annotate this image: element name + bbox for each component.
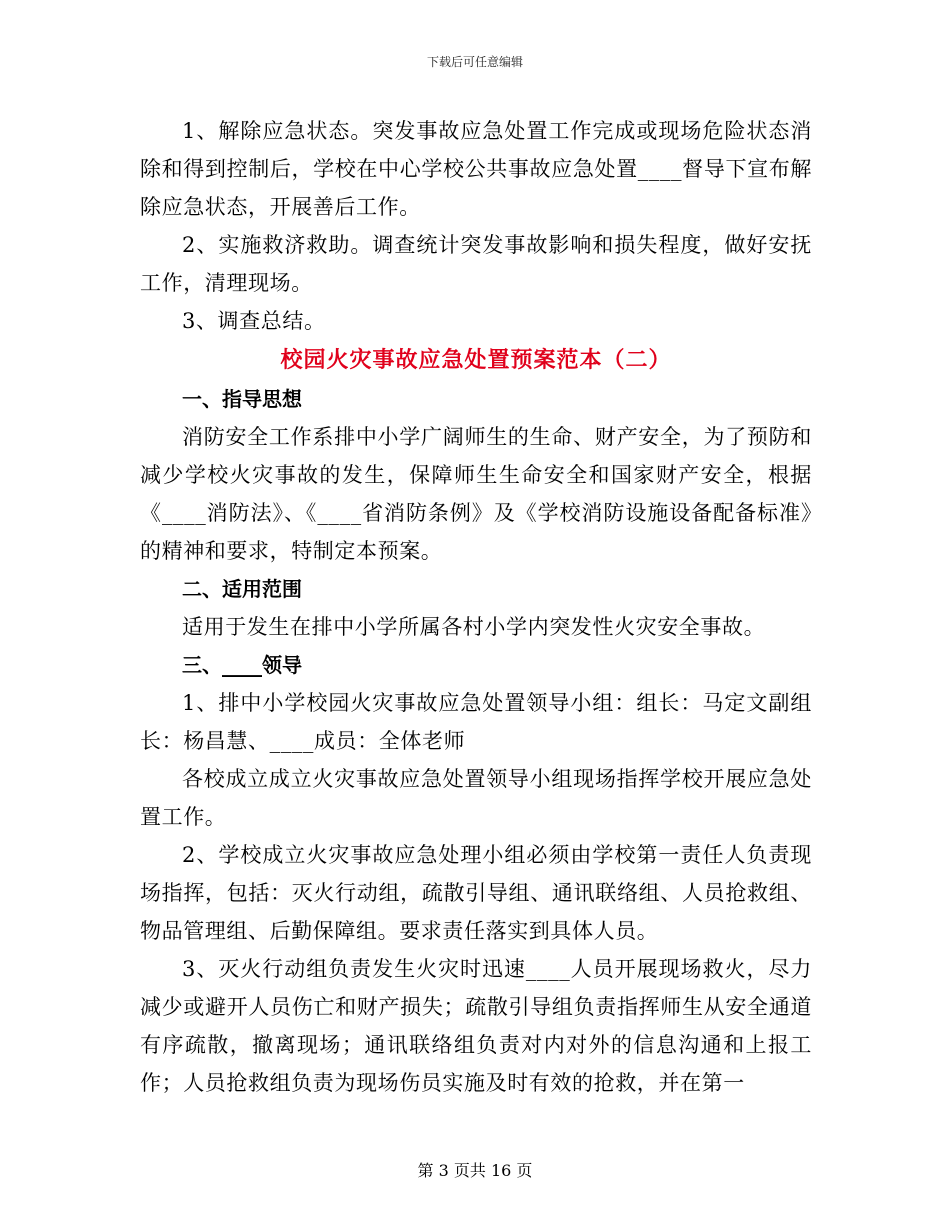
page-header: 下载后可任意编辑 (426, 55, 523, 69)
paragraph: 1、排中小学校园火灾事故应急处置领导小组：组长：马定文副组长：杨昌慧、____成员：全体老师 (140, 691, 812, 753)
paragraph: 1、解除应急状态。突发事故应急处置工作完成或现场危险状态消除和得到控制后，学校在中心学校公共事故应急处置____督导下宣布解除应急状态，开展善后工作。 (140, 119, 812, 219)
section-heading: 二、适用范围 (182, 577, 302, 601)
section-heading: 三、____领导 (182, 653, 302, 677)
page-footer: 第 3 页共 16 页 (417, 1161, 533, 1180)
paragraph: 适用于发生在排中小学所属各村小学内突发性火灾安全事故。 (182, 615, 766, 639)
paragraph: 消防安全工作系排中小学广阔师生的生命、财产安全，为了预防和减少学校火灾事故的发生，保障师生生命安全和国家财产安全，根据《____消防法》、《____省消防条例》及《学校消防设施设备配备标准》的精神和要求，特制定本预案。 (140, 425, 812, 563)
paragraph: 3、调查总结。 (182, 309, 326, 333)
paragraph: 2、学校成立火灾事故应急处理小组必须由学校第一责任人负责现场指挥，包括：灭火行动组，疏散引导组、通讯联络组、人员抢救组、物品管理组、后勤保障组。要求责任落实到具体人员。 (140, 843, 812, 943)
document-title: 校园火灾事故应急处置预案范本（二） (280, 347, 672, 373)
section-heading: 一、指导思想 (182, 387, 302, 411)
document-body (140, 112, 812, 1102)
paragraph: 3、灭火行动组负责发生火灾时迅速____人员开展现场救火，尽力减少或避开人员伤亡和财产损失；疏散引导组负责指挥师生从安全通道有序疏散，撤离现场；通讯联络组负责对内对外的信息沟通和上报工作；人员抢救组负责为现场伤员实施及时有效的抢救，并在第一 (140, 957, 812, 1095)
paragraph: 各校成立成立火灾事故应急处置领导小组现场指挥学校开展应急处置工作。 (140, 767, 812, 829)
paragraph: 2、实施救济救助。调查统计突发事故影响和损失程度，做好安抚工作，清理现场。 (140, 233, 812, 295)
